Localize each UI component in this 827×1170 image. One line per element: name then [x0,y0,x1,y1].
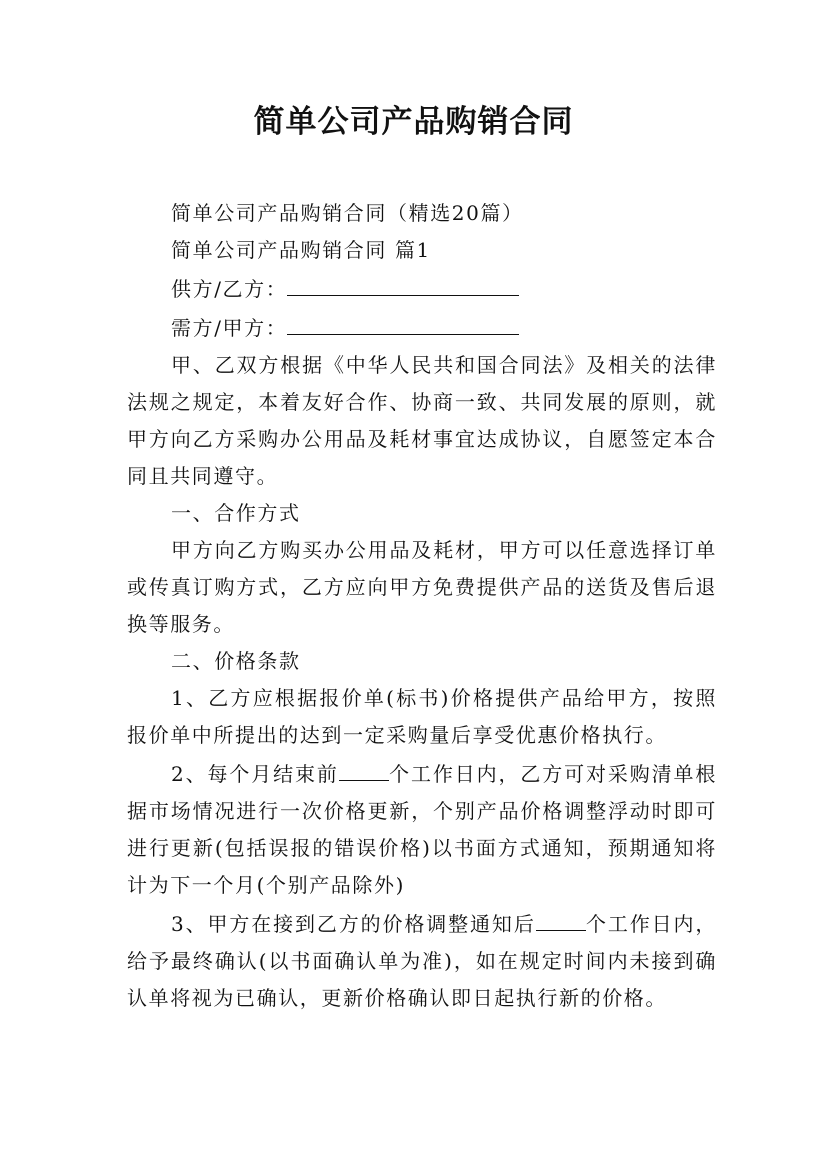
clause-2-paragraph [127,754,717,904]
article-heading: 简单公司产品购销合同 篇1 [171,238,431,262]
buyer-line [127,308,717,347]
clause-3-paragraph [127,904,717,1017]
supplier-label: 供方/乙方： [171,277,288,301]
section-1-paragraph: 甲方向乙方购买办公用品及耗材，甲方可以任意选择订单或传真订购方式，乙方应向甲方免费提供产品的送货及售后退换等服务。 [127,538,717,636]
intro-paragraph: 甲、乙双方根据《中华人民共和国合同法》及相关的法律法规之规定，本着友好合作、协商一致、共同发展的原则，就甲方向乙方采购办公用品及耗材事宜达成协议，自愿签定本合同且共同遵守。 [127,353,717,488]
clause-1-paragraph: 1、乙方应根据报价单(标书)价格提供产品给甲方，按照报价单中所提出的达到一定采购量后享受优惠价格执行。 [127,686,717,747]
supplier-line [127,269,717,308]
clause-2-end: 个工作日内，乙方可对采购清单根据市场情况进行一次价格更新，个别产品价格调整浮动时即可进行更新(包括误报的错误价格)以书面方式通知，预期通知将计为下一个月(个别产品除外) [127,762,717,897]
clause-2-start: 2、每个月结束前 [171,762,339,786]
document-body [127,195,717,1017]
clause-3-end: 个工作日内，给予最终确认(以书面确认单为准)，如在规定时间内未接到确认单将视为已确认，更新价格确认即日起执行新的价格。 [127,912,717,1010]
section-2-heading: 二、价格条款 [171,649,301,673]
collection-subtitle: 简单公司产品购销合同（精选20篇） [171,201,524,225]
clause-3-start: 3、甲方在接到乙方的价格调整通知后 [171,912,536,936]
buyer-label: 需方/甲方： [171,316,288,340]
document-title: 简单公司产品购销合同 [253,104,574,140]
clause-3-blank [536,904,586,931]
clause-2-blank [339,754,389,781]
supplier-blank [287,269,519,296]
section-1-heading: 一、合作方式 [171,501,301,525]
buyer-blank [287,308,519,335]
